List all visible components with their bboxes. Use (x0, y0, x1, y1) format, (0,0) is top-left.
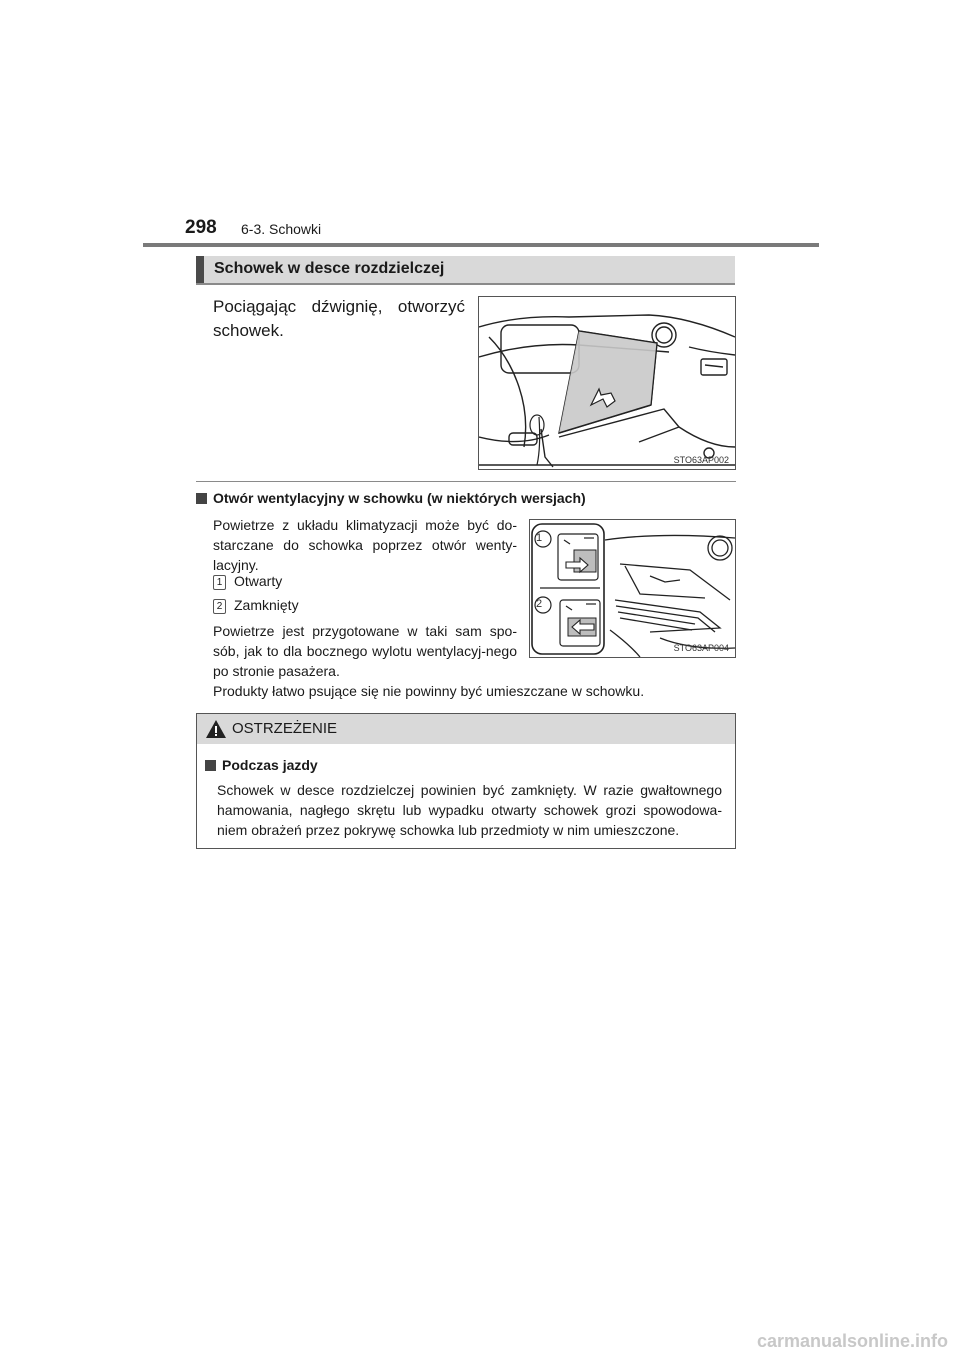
header-divider (143, 243, 819, 247)
vent-illustration (529, 519, 736, 658)
vent-item-label: Otwarty (234, 573, 283, 589)
callout-1: 1 (536, 532, 543, 544)
warning-box (196, 713, 736, 849)
vent-item-closed (213, 597, 299, 614)
watermark: carmanualsonline.info (756, 1331, 948, 1351)
vent-item-open (213, 573, 282, 590)
callout-2: 2 (536, 598, 543, 610)
title-accent (196, 256, 204, 283)
glovebox-drawing (479, 297, 735, 469)
page-number: 298 (185, 217, 217, 238)
warning-header (197, 714, 735, 744)
warning-label: OSTRZEŻENIE (232, 720, 338, 737)
section-title-bar (196, 256, 735, 285)
vent-item-label: Zamknięty (234, 597, 299, 613)
vent-drawing (530, 520, 735, 657)
subsection-divider (196, 481, 736, 482)
vent-paragraph-2: Powietrze jest przygotowane w taki sam spo-sób, jak to dla bocznego wylotu wentylacyj-nego po stronie pasażera. (213, 623, 517, 679)
warning-subheading (205, 757, 318, 773)
square-bullet-icon (196, 493, 207, 504)
number-badge: 2 (213, 599, 226, 614)
figure-code: STO63AP004 (673, 643, 729, 653)
intro-paragraph: Pociągając dźwignię, otworzyć schowek. (213, 297, 465, 340)
number-badge: 1 (213, 575, 226, 590)
vent-subheading-text: Otwór wentylacyjny w schowku (w niektórych wersjach) (213, 490, 586, 506)
square-bullet-icon (205, 760, 216, 771)
vent-paragraph-3: Produkty łatwo psujące się nie powinny być umieszczane w schowku. (213, 683, 645, 699)
vent-paragraph-1: Powietrze z układu klimatyzacji może być do-starczane do schowka poprzez otwór wenty-lacyjny. (213, 517, 517, 573)
section-title: Schowek w desce rozdzielczej (214, 260, 445, 277)
warning-subheading-text: Podczas jazdy (222, 757, 318, 773)
glovebox-illustration (478, 296, 736, 470)
vent-subheading (196, 490, 586, 506)
warning-text: Schowek w desce rozdzielczej powinien być zamknięty. W razie gwałtownego hamowania, nagłego skrętu lub wypadku otwarty schowek grozi spowodowa-niem obrażeń przez pokrywę schowka lub przedmioty w nim umieszczone. (217, 782, 722, 838)
figure-code: STO63AP002 (673, 455, 729, 465)
warning-triangle-icon (205, 719, 227, 739)
section-reference: 6-3. Schowki (241, 221, 322, 237)
